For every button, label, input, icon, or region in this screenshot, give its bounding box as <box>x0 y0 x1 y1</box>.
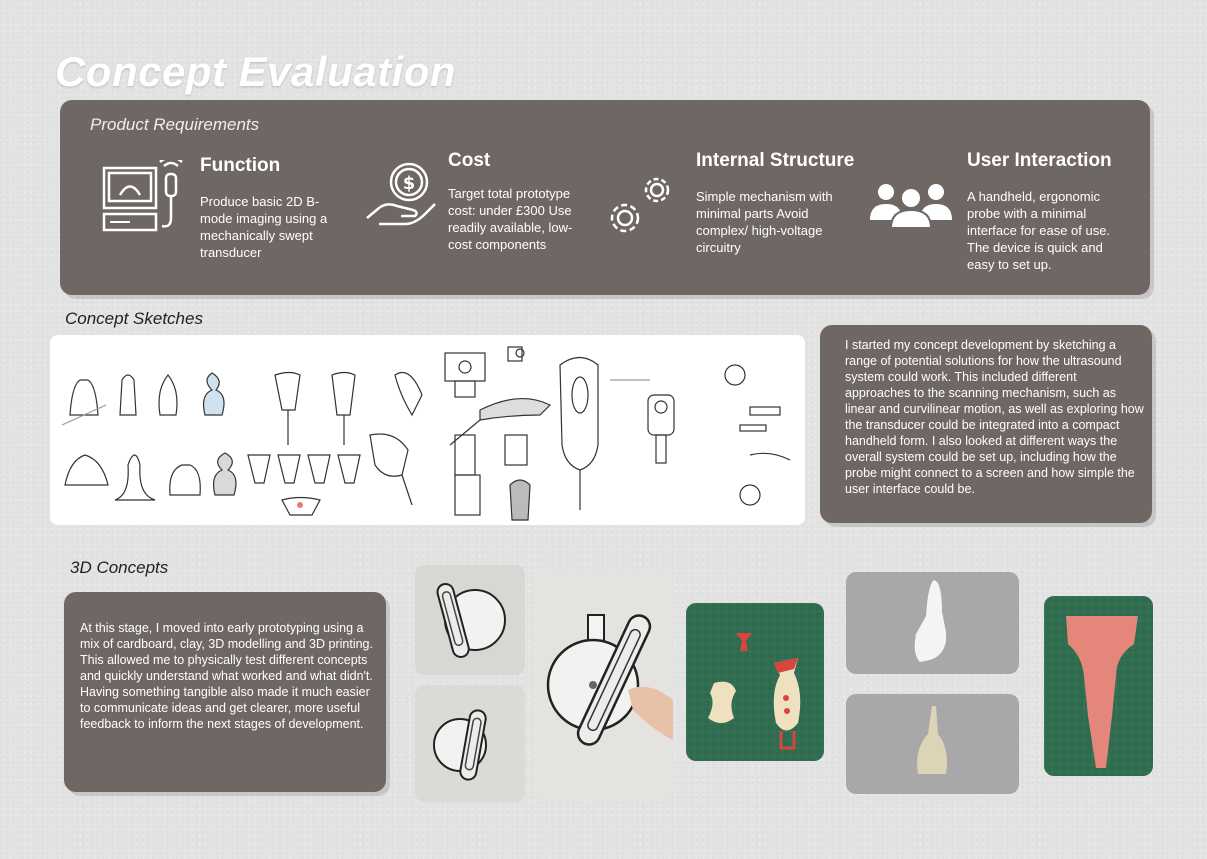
users-icon <box>866 180 956 230</box>
hand-coin-icon <box>365 158 440 233</box>
clay-prototypes-photo <box>686 603 824 761</box>
user-interaction-title: User Interaction <box>967 150 1112 171</box>
sketches-description-text: I started my concept development by sketching a range of potential solutions for how the ultrasound system could work. This included different approaches to the scanning mechanism, such as linear and curvilinear motion, as well as exploring how the transducer could be integrated into a compact handheld form. I also looked at different ways the overall system could be set up, including how the probe might connect to a screen and how simple the user interface could be. <box>845 338 1144 496</box>
page-title: Concept Evaluation <box>55 48 457 95</box>
internal-structure-title: Internal Structure <box>696 150 855 171</box>
3d-model-render-2 <box>846 694 1019 794</box>
concept-sketches-image <box>50 335 805 525</box>
requirements-heading: Product Requirements <box>90 115 260 134</box>
gears-icon <box>605 168 680 243</box>
concept-sketches-heading: Concept Sketches <box>65 309 203 328</box>
3d-printed-prototype-photo <box>1044 596 1153 776</box>
cost-text: Target total prototype cost: under £300 Use readily available, low-cost components <box>448 186 573 252</box>
svg-text:$: $ <box>402 173 416 194</box>
cost-title: Cost <box>448 150 491 171</box>
cardboard-prototype-photo-1 <box>415 565 525 675</box>
3d-concepts-description-text: At this stage, I moved into early prototyping using a mix of cardboard, clay, 3D modelling and 3D printing. This allowed me to physically test different concepts and quickly understand what worked and what didn't. Having something tangible also made it much easier to communicate ideas and get clearer, more useful feedback to inform the next stages of development. <box>80 621 373 731</box>
cardboard-prototype-hand-photo <box>533 570 673 800</box>
function-title: Function <box>200 155 281 176</box>
internal-structure-text: Simple mechanism with minimal parts Avoid complex/ high-voltage circuitry <box>696 189 833 255</box>
3d-model-render-1 <box>846 572 1019 674</box>
3d-concepts-heading: 3D Concepts <box>70 558 169 577</box>
function-text: Produce basic 2D B-mode imaging using a mechanically swept transducer <box>200 194 328 260</box>
cardboard-prototype-photo-2 <box>415 685 525 802</box>
ultrasound-monitor-icon <box>100 160 190 235</box>
user-interaction-text: A handheld, ergonomic probe with a minimal interface for ease of use. The device is quick and easy to set up. <box>967 189 1111 272</box>
